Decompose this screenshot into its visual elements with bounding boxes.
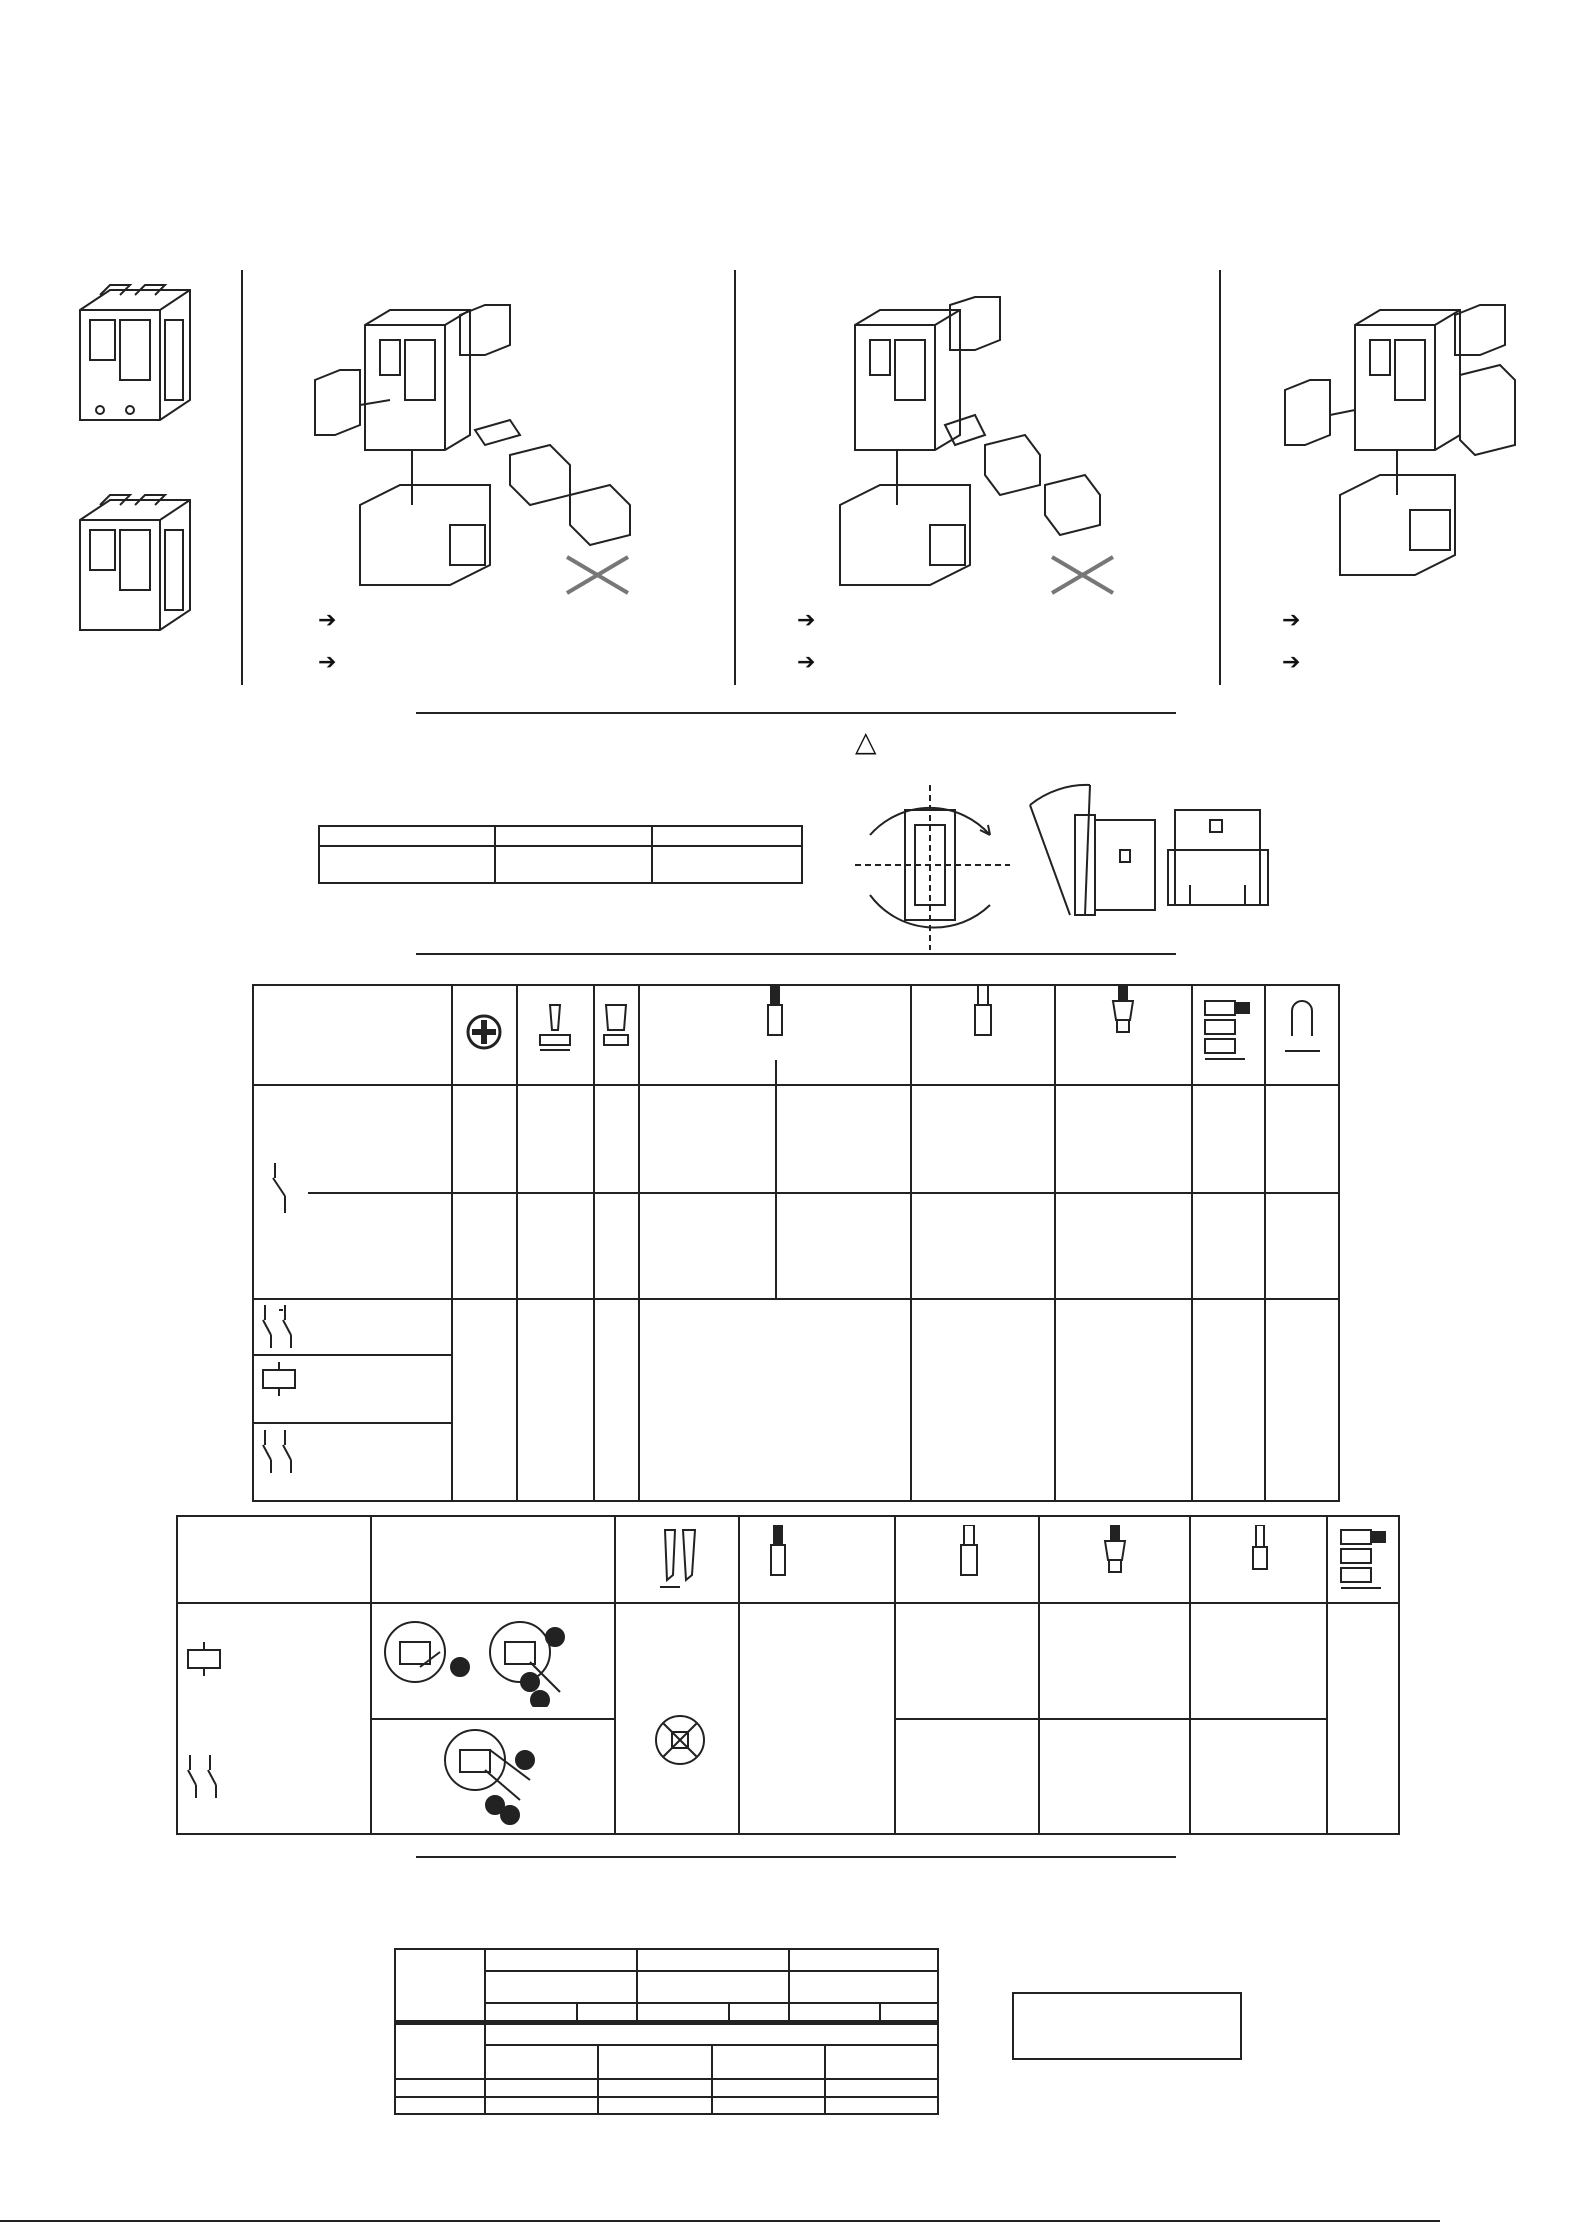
pozidriv-icon [596,1000,636,1060]
bare-wire-icon [763,1525,793,1585]
arrow-icon: ➔ [797,607,816,632]
table-b-col-rule [894,1515,896,1835]
assembly-diagram-1 [310,295,670,595]
section-rule-2 [416,953,1176,955]
table-b-col-rule [370,1515,372,1835]
warning-icon: △ [855,726,877,757]
rating-table-col [824,2044,826,2115]
ring-lug-icon [1200,996,1255,1066]
table-a-col-rule [638,984,640,1502]
aux-contact-symbol [255,1425,305,1475]
bare-wire-icon [760,985,790,1045]
arrow-icon: ➔ [1282,607,1301,632]
table-cell [495,846,652,883]
table-cell [319,846,495,883]
table-a-row-rule [452,1192,1340,1194]
screwdriver-pair-icon [655,1525,705,1595]
rating-table-col [728,2002,730,2022]
table-a-row-rule [308,1192,452,1194]
aux-contact-symbol [255,1300,305,1350]
section-rule-1 [416,712,1176,714]
mounting-table [318,825,803,884]
pin-ferrule-icon [1245,1525,1275,1585]
rating-table-col [484,1948,486,2115]
rating-table-rule [394,2096,939,2098]
table-a-col-rule [451,984,453,1502]
table-b-col-rule [614,1515,616,1835]
ring-lug-icon [1336,1525,1391,1595]
arrow-icon: ➔ [1282,649,1301,674]
spring-terminal-diagram-1 [380,1612,600,1707]
table-b-col-rule [1038,1515,1040,1835]
table-a-col-rule [1054,984,1056,1502]
rating-table-col [879,2002,881,2022]
table-cell [319,826,495,846]
table-a-col-rule [910,984,912,1502]
table-a-col-rule [1191,984,1193,1502]
table-b-col-rule [1326,1515,1328,1835]
cross-mark-1 [565,555,630,595]
separator-3 [1219,270,1221,685]
table-a-col-rule [1264,984,1266,1502]
table-a-header-rule [252,1084,1340,1086]
arrow-icon: ➔ [797,649,816,674]
coil-symbol [255,1360,305,1400]
contactor-image-2 [70,490,200,650]
rating-table-bold-rule [394,2020,939,2025]
assembly-diagram-3 [1280,295,1560,595]
fork-lug-icon [1280,996,1325,1066]
table-cell [652,826,802,846]
section-rule-3 [416,1856,1176,1858]
table-b-row-rule [894,1718,1327,1720]
table-b-header-rule [176,1602,1400,1604]
footer-rule [0,2220,1440,2222]
rating-table-rule [394,2078,939,2080]
mounting-orientation-diagram [850,775,1280,965]
flat-screwdriver-icon [530,1000,580,1060]
coil-symbol [180,1640,230,1680]
table-cell [495,826,652,846]
ferrule-icon [954,1525,984,1585]
rating-table-col [788,1948,790,2022]
table-a-col-rule [516,984,518,1502]
separator-1 [241,270,243,685]
table-a-col-rule [593,984,595,1502]
table-b-col-rule [1189,1515,1191,1835]
insulated-ferrule-icon [1100,1525,1130,1585]
rating-table [394,1948,939,2115]
table-a-col-rule [775,1060,777,1298]
rating-table-rule [485,2002,939,2004]
rating-table-col [576,2002,578,2022]
table-cell [652,846,802,883]
no-tool-icon [650,1710,710,1770]
arrow-icon: ➔ [318,607,337,632]
screw-head-icon [462,1010,506,1054]
rating-table-col [636,1948,638,2022]
arrow-icon: ➔ [318,649,337,674]
connection-table-a [252,984,1340,1502]
no-contact-symbol [265,1158,315,1218]
rating-table-rule [485,1970,939,1972]
contactor-image-1 [70,280,200,440]
ferrule-icon [968,985,998,1045]
cross-mark-2 [1050,555,1115,595]
assembly-diagram-2 [825,295,1185,595]
separator-2 [734,270,736,685]
aux-contact-symbol [180,1750,230,1800]
note-box [1012,1992,1242,2060]
spring-terminal-diagram-2 [430,1720,570,1825]
rating-table-col [711,2044,713,2115]
rating-table-col [597,2044,599,2115]
table-b-col-rule [738,1515,740,1835]
table-a-row-rule [252,1354,452,1356]
table-a-row-rule [252,1298,1340,1300]
insulated-ferrule-icon [1108,985,1138,1045]
table-a-row-rule [252,1422,452,1424]
